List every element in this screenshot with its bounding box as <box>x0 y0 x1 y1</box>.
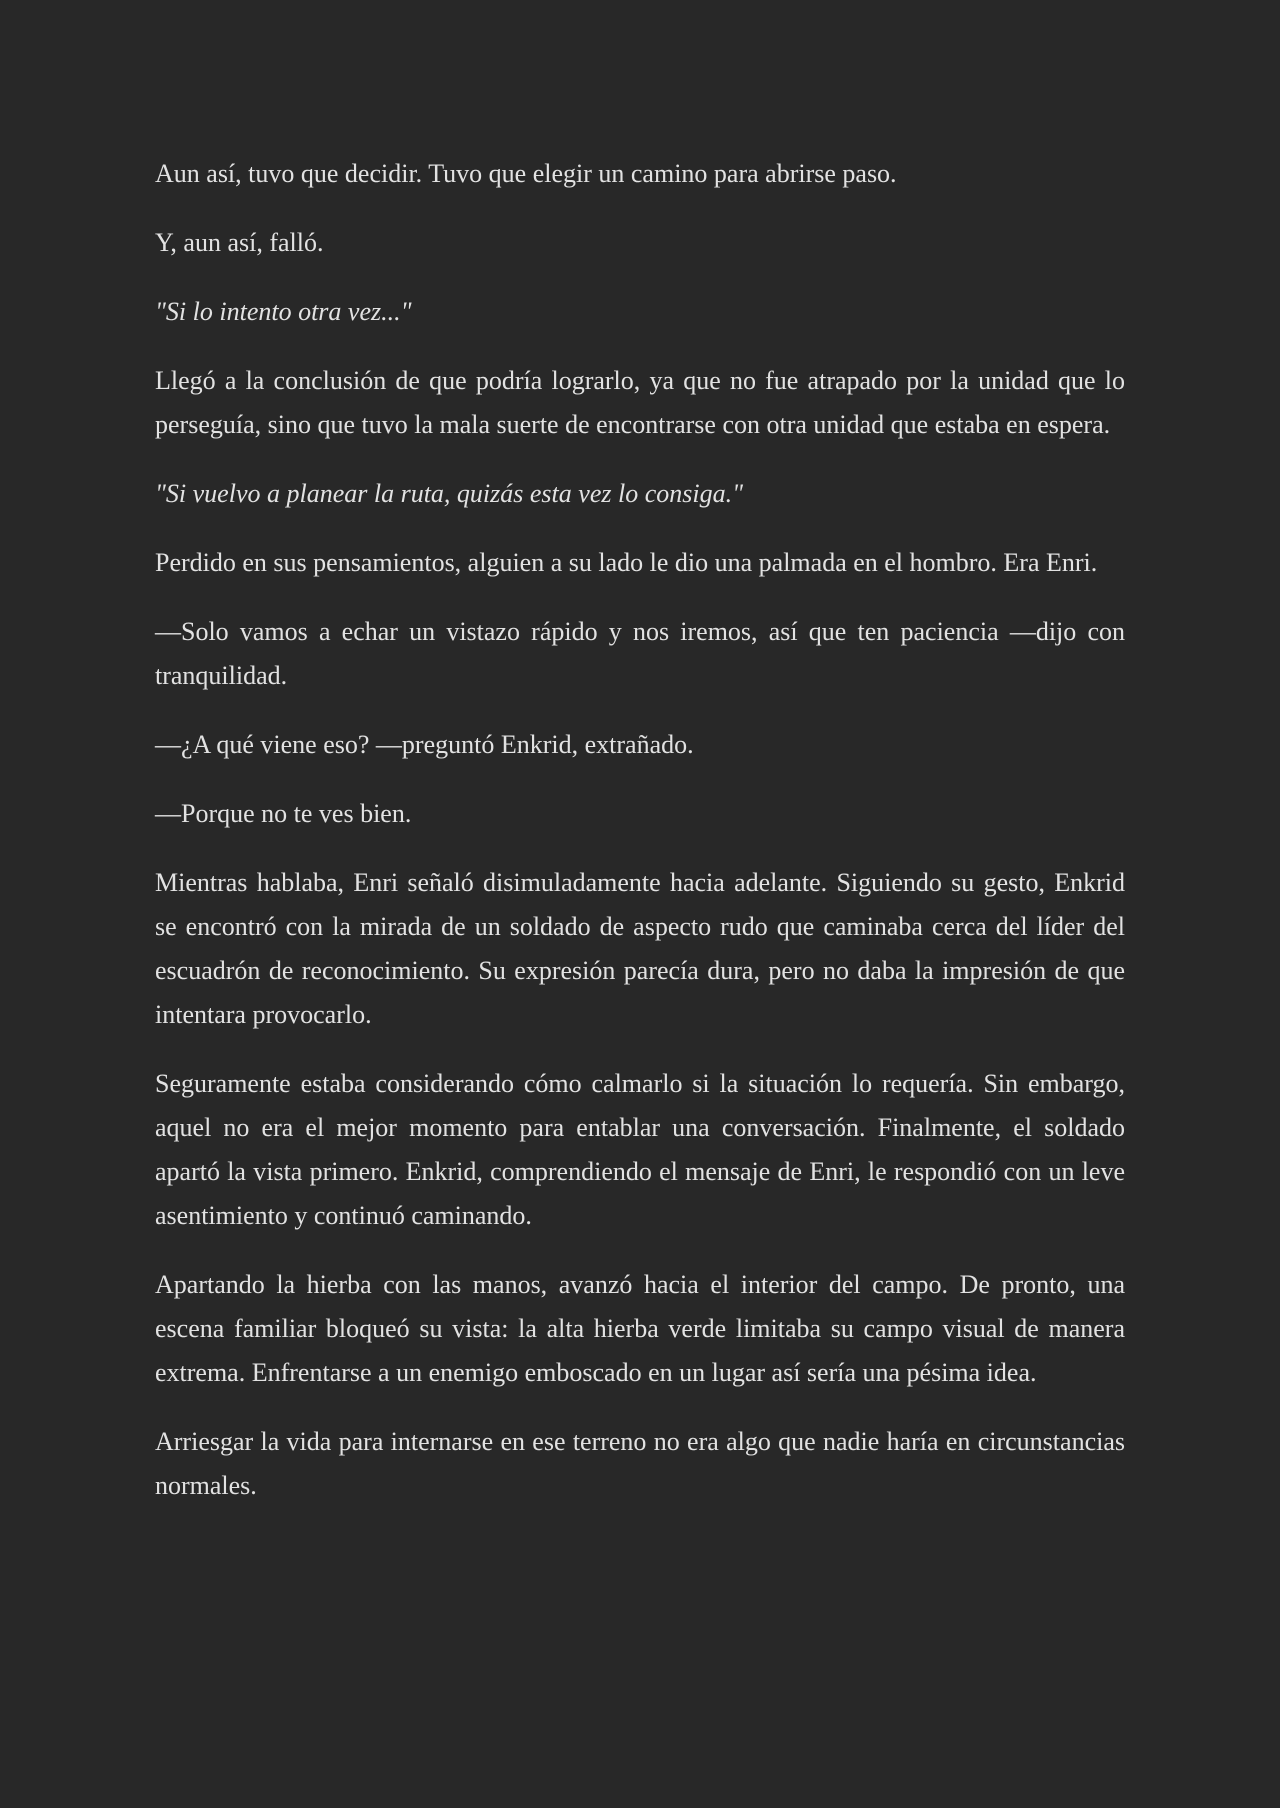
paragraph-italic-thought: "Si lo intento otra vez..." <box>155 297 412 326</box>
paragraph: Y, aun así, falló. <box>155 228 324 257</box>
paragraph: Aun así, tuvo que decidir. Tuvo que elegir un camino para abrirse paso. <box>155 159 897 188</box>
paragraph: Apartando la hierba con las manos, avanzó hacia el interior del campo. De pronto, una escena familiar bloqueó su vista: la alta hierba verde limitaba su campo visual de manera extrema. Enfrentarse a un enemigo emboscado en un lugar así sería una pésima idea. <box>155 1270 1125 1387</box>
paragraph: Llegó a la conclusión de que podría lograrlo, ya que no fue atrapado por la unidad que lo perseguía, sino que tuvo la mala suerte de encontrarse con otra unidad que estaba en espera. <box>155 366 1125 439</box>
paragraph: Mientras hablaba, Enri señaló disimuladamente hacia adelante. Siguiendo su gesto, Enkrid se encontró con la mirada de un soldado de aspecto rudo que caminaba cerca del líder del escuadrón de reconocimiento. Su expresión parecía dura, pero no daba la impresión de que intentara provocarlo. <box>155 868 1125 1029</box>
paragraph: Perdido en sus pensamientos, alguien a su lado le dio una palmada en el hombro. Era Enri. <box>155 548 1098 577</box>
paragraph-dialogue: —Solo vamos a echar un vistazo rápido y nos iremos, así que ten paciencia —dijo con tranquilidad. <box>155 617 1125 690</box>
paragraph: Seguramente estaba considerando cómo calmarlo si la situación lo requería. Sin embargo, aquel no era el mejor momento para entablar una conversación. Finalmente, el soldado apartó la vista primero. Enkrid, comprendiendo el mensaje de Enri, le respondió con un leve asentimiento y continuó caminando. <box>155 1069 1125 1230</box>
paragraph: Arriesgar la vida para internarse en ese terreno no era algo que nadie haría en circunstancias normales. <box>155 1427 1125 1500</box>
paragraph-dialogue: —Porque no te ves bien. <box>155 799 412 828</box>
paragraph-italic-thought: "Si vuelvo a planear la ruta, quizás esta vez lo consiga." <box>155 479 743 508</box>
paragraph-dialogue: —¿A qué viene eso? —preguntó Enkrid, extrañado. <box>155 730 694 759</box>
